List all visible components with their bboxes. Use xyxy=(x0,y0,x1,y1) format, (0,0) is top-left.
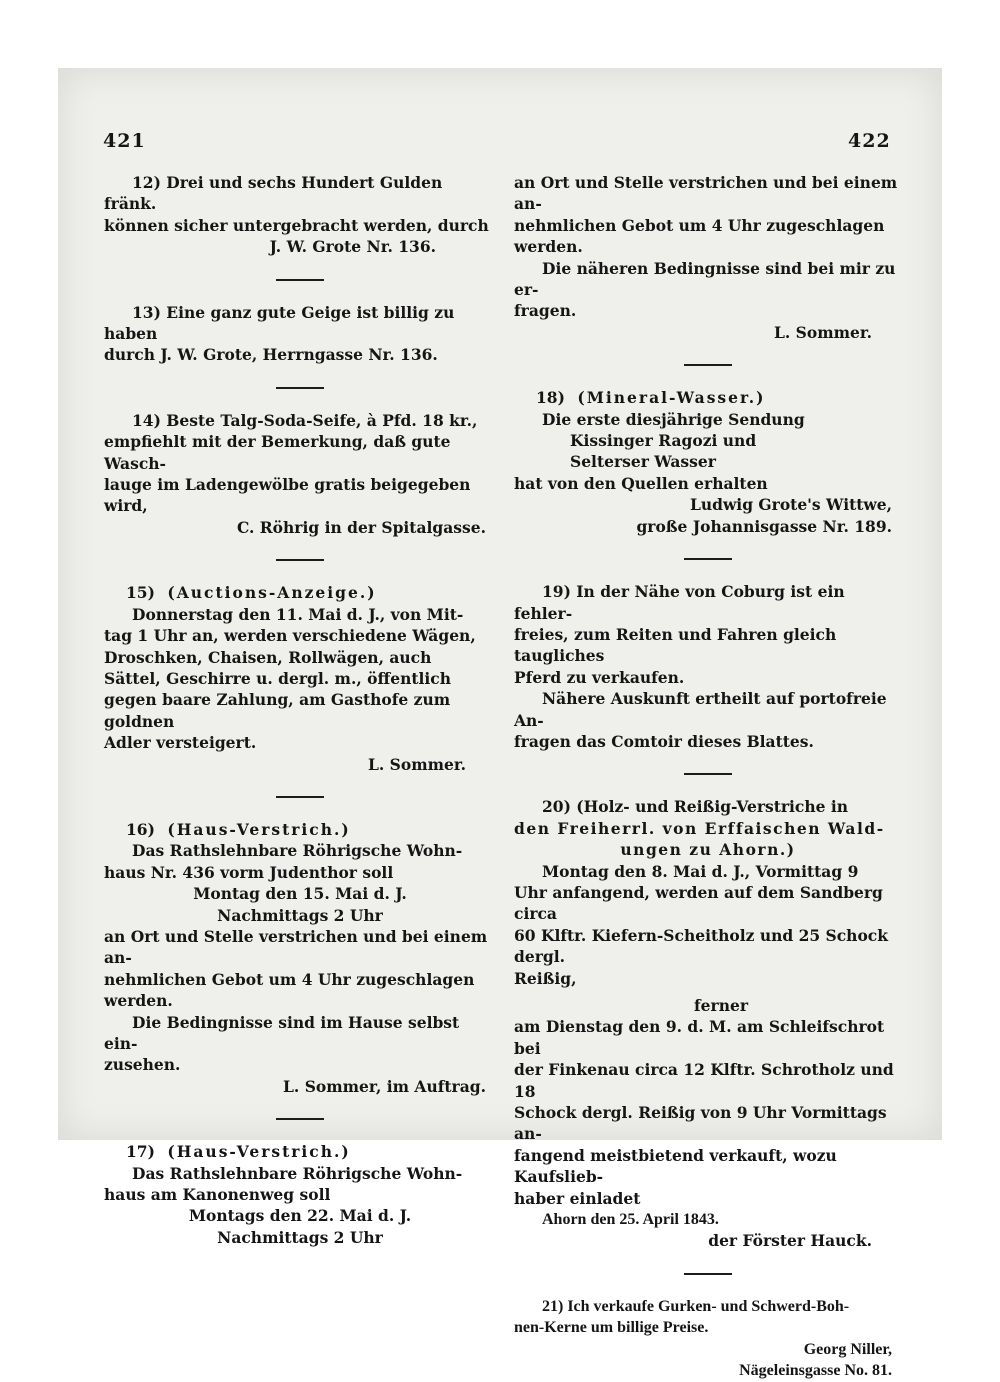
notice-text: 19) In der Nähe von Coburg ist ein fehler- xyxy=(514,582,845,623)
notice-signature: J. W. Grote Nr. 136. xyxy=(269,237,436,257)
notice-date: Montags den 22. Mai d. J. xyxy=(188,1206,412,1226)
notice-title: (Mineral-Wasser.) xyxy=(577,388,766,408)
notice-16-continued xyxy=(514,172,902,343)
notice-20 xyxy=(514,796,902,1252)
notice-date: Nachmittags 2 Uhr xyxy=(217,1227,383,1247)
notice-15 xyxy=(104,582,496,775)
notice-header xyxy=(104,1141,496,1162)
notice-13 xyxy=(104,302,496,366)
notice-text: am Dienstag den 9. d. M. am Schleifschrot bei xyxy=(514,1017,885,1058)
separator-rule xyxy=(684,364,732,366)
notice-text: 14) Beste Talg-Soda-Seife, à Pfd. 18 kr., xyxy=(132,410,478,430)
notice-text: Selterser Wasser xyxy=(570,452,716,472)
notice-text: durch J. W. Grote, Herrngasse Nr. 136. xyxy=(104,345,438,365)
notice-text: 13) Eine ganz gute Geige ist billig zu haben xyxy=(104,302,455,344)
notice-text: fragen das Comtoir dieses Blattes. xyxy=(514,731,814,751)
notice-text: empfiehlt mit der Bemerkung, daß gute Wasch- xyxy=(104,432,451,473)
right-column xyxy=(514,172,902,1382)
notice-text: nen-Kerne um billige Preise. xyxy=(514,1319,709,1337)
notice-text: können sicher untergebracht werden, durch xyxy=(104,215,489,235)
notice-title: (Haus-Verstrich.) xyxy=(167,1142,351,1162)
notice-text: Schock dergl. Reißig von 9 Uhr Vormittags an- xyxy=(514,1103,887,1144)
notice-date: Montag den 15. Mai d. J. xyxy=(193,884,407,904)
notice-text: Die Bedingnisse sind im Hause selbst ein- xyxy=(104,1012,460,1053)
notice-title: 20) (Holz- und Reißig-Verstriche in xyxy=(542,797,849,817)
notice-text: Uhr anfangend, werden auf dem Sandberg circa xyxy=(514,882,883,924)
notice-number: 17) xyxy=(126,1142,155,1162)
page-number-right: 422 xyxy=(848,130,891,152)
notice-text: der Finkenau circa 12 Klftr. Schrotholz und 18 xyxy=(514,1060,894,1101)
scanned-page xyxy=(58,68,942,1380)
notice-16 xyxy=(104,819,496,1097)
notice-signature: Nägeleinsgasse No. 81. xyxy=(739,1362,892,1380)
notice-19 xyxy=(514,581,902,752)
notice-signature: L. Sommer, im Auftrag. xyxy=(283,1076,486,1096)
notice-text: an Ort und Stelle verstrichen und bei einem an- xyxy=(104,926,488,968)
notice-signature: Ludwig Grote's Wittwe, xyxy=(689,495,892,515)
notice-text: an Ort und Stelle verstrichen und bei einem an- xyxy=(514,173,898,214)
notice-signature: der Förster Hauck. xyxy=(708,1231,872,1251)
notice-signature: L. Sommer. xyxy=(367,754,466,774)
left-column xyxy=(104,172,496,1248)
notice-text: gegen baare Zahlung, am Gasthofe zum goldnen xyxy=(104,690,451,731)
notice-text: 60 Klftr. Kiefern-Scheitholz und 25 Schock dergl. xyxy=(514,925,888,967)
notice-number: 15) xyxy=(126,583,155,603)
notice-text: tag 1 Uhr an, werden verschiedene Wägen, xyxy=(104,626,476,646)
notice-text: Das Rathslehnbare Röhrigsche Wohn- xyxy=(132,841,463,861)
notice-text: Donnerstag den 11. Mai d. J., von Mit- xyxy=(132,604,464,624)
notice-text: fangend meistbietend verkauft, wozu Kaufslieb- xyxy=(514,1145,837,1187)
notice-21 xyxy=(514,1296,902,1382)
notice-text: haus Nr. 436 vorm Judenthor soll xyxy=(104,862,394,882)
notice-date: Ahorn den 25. April 1843. xyxy=(542,1211,719,1229)
notice-text: Sättel, Geschirre u. dergl. m., öffentlich xyxy=(104,668,451,688)
separator-rule xyxy=(276,387,324,389)
notice-text: lauge im Ladengewölbe gratis beigegeben wird, xyxy=(104,475,471,516)
notice-header xyxy=(104,582,496,603)
notice-title: (Auctions-Anzeige.) xyxy=(167,583,377,603)
notice-12 xyxy=(104,172,496,258)
notice-text: Reißig, xyxy=(514,968,577,988)
notice-text: Die erste diesjährige Sendung xyxy=(542,409,805,429)
notice-number: 18) xyxy=(536,388,565,408)
notice-text: 12) Drei und sechs Hundert Gulden fränk. xyxy=(104,173,443,214)
separator-rule xyxy=(684,1273,732,1275)
notice-text: freies, zum Reiten und Fahren gleich taugliches xyxy=(514,624,837,666)
notice-text: Montag den 8. Mai d. J., Vormittag 9 xyxy=(542,861,859,881)
notice-text: 21) Ich verkaufe Gurken- und Schwerd-Boh- xyxy=(542,1297,850,1315)
notice-signature: L. Sommer. xyxy=(773,322,872,342)
notice-text: haber einladet xyxy=(514,1188,641,1208)
notice-text: nehmlichen Gebot um 4 Uhr zugeschlagen werden. xyxy=(514,215,885,257)
notice-title: (Haus-Verstrich.) xyxy=(167,819,351,839)
separator-rule xyxy=(684,773,732,775)
notice-text: Adler versteigert. xyxy=(104,733,257,753)
notice-text: ferner xyxy=(694,996,748,1015)
notice-text: Nähere Auskunft ertheilt auf portofreie An- xyxy=(514,689,887,730)
separator-rule xyxy=(276,279,324,281)
notice-17 xyxy=(104,1141,496,1248)
notice-text: Das Rathslehnbare Röhrigsche Wohn- xyxy=(132,1163,463,1183)
notice-text: Kissinger Ragozi und xyxy=(570,431,757,451)
notice-text: Pferd zu verkaufen. xyxy=(514,667,685,687)
notice-header xyxy=(514,387,902,408)
notice-date: Nachmittags 2 Uhr xyxy=(217,905,383,925)
notice-number: 16) xyxy=(126,819,155,839)
notice-signature: C. Röhrig in der Spitalgasse. xyxy=(236,517,486,537)
page-number-left: 421 xyxy=(103,130,146,152)
notice-title: ungen zu Ahorn.) xyxy=(620,840,796,860)
notice-signature: Georg Niller, xyxy=(803,1340,892,1358)
separator-rule xyxy=(276,1118,324,1120)
separator-rule xyxy=(684,558,732,560)
notice-18 xyxy=(514,387,902,537)
notice-text: zusehen. xyxy=(104,1055,181,1075)
notice-14 xyxy=(104,410,496,538)
notice-text: haus am Kanonenweg soll xyxy=(104,1185,331,1205)
separator-rule xyxy=(276,559,324,561)
notice-text: nehmlichen Gebot um 4 Uhr zugeschlagen werden. xyxy=(104,969,475,1011)
notice-text: Droschken, Chaisen, Rollwägen, auch xyxy=(104,647,432,667)
notice-text: hat von den Quellen erhalten xyxy=(514,473,768,493)
notice-signature: große Johannisgasse Nr. 189. xyxy=(636,516,892,536)
separator-rule xyxy=(276,796,324,798)
notice-header xyxy=(104,819,496,840)
notice-text: Die näheren Bedingnisse sind bei mir zu er- xyxy=(514,258,896,300)
notice-text: fragen. xyxy=(514,301,577,321)
notice-title: den Freiherrl. von Erffaischen Wald- xyxy=(514,818,885,838)
